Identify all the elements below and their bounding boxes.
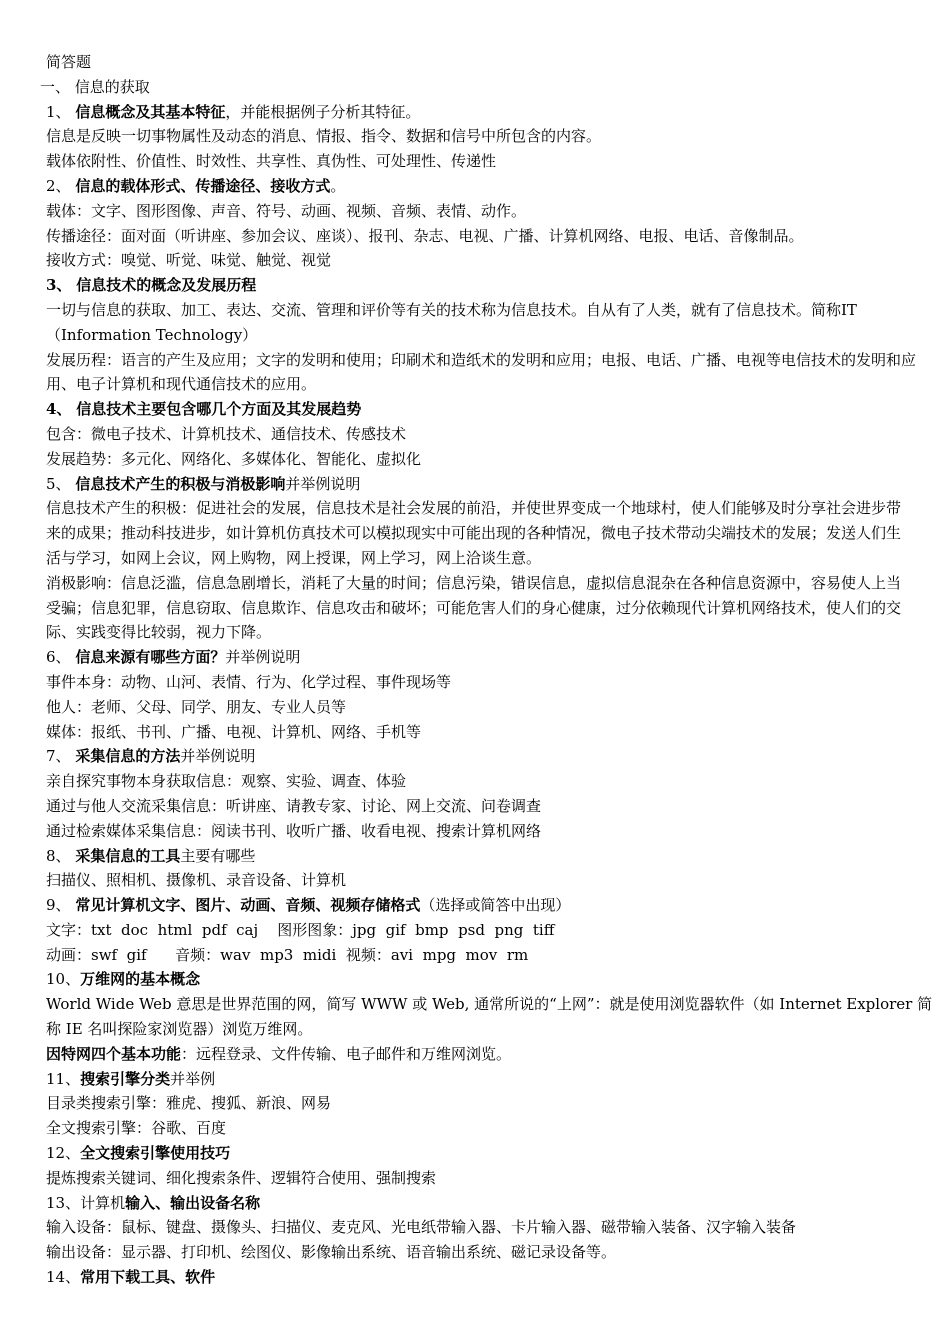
answer-text: 发展历程：语言的产生及应用；文字的发明和使用；印刷术和造纸术的发明和应用；电报、电话、广播、电视等电信技术的发明和应用、电子计算机和现代通信技术的应用。 — [46, 350, 917, 394]
answer-text: 传播途径：面对面（听讲座、参加会议、座谈）、报刊、杂志、电视、广播、计算机网络、电报、电话、音像制品。 — [46, 226, 804, 245]
answer-text: 信息是反映一切事物属性及动态的消息、情报、指令、数据和信号中所包含的内容。 — [46, 127, 602, 146]
question-12: 12、全文搜索引擎使用技巧 — [46, 1144, 231, 1163]
answer-text: 提炼搜索关键词、细化搜索条件、逻辑符合使用、强制搜索 — [46, 1168, 437, 1187]
answer-text: 动画：swf gif 音频：wav mp3 midi 视频：avi mpg mov rm — [46, 945, 529, 964]
answer-text: 消极影响：信息泛滥，信息急剧增长，消耗了大量的时间；信息污染，错误信息，虚拟信息混杂在各种信息资源中，容易使人上当受骗；信息犯罪，信息窃取、信息欺诈、信息攻击和破坏；可能危害人们的身心健康，过分依赖现代计算机网络技术，使人们的交际、实践变得比较弱，视力下降。 — [46, 573, 902, 642]
question-13: 13、计算机输入、输出设备名称 — [46, 1193, 261, 1212]
answer-text: 他人：老师、父母、同学、朋友、专业人员等 — [46, 697, 347, 716]
document-body — [40, 50, 934, 1290]
answer-text: 文字：txt doc html pdf caj 图形图象：jpg gif bmp psd png tiff — [46, 920, 555, 939]
question-4: 4、 信息技术主要包含哪几个方面及其发展趋势 — [46, 400, 362, 419]
answer-text: 事件本身：动物、山河、表情、行为、化学过程、事件现场等 — [46, 672, 452, 691]
answer-text: 载体：文字、图形图像、声音、符号、动画、视频、音频、表情、动作。 — [46, 201, 527, 220]
doc-title: 简答题 — [46, 53, 92, 71]
answer-text: 发展趋势：多元化、网络化、多媒体化、智能化、虚拟化 — [46, 449, 422, 468]
question-5: 5、 信息技术产生的积极与消极影响并举例说明 — [46, 474, 361, 493]
answer-text: 一切与信息的获取、加工、表达、交流、管理和评价等有关的技术称为信息技术。自从有了人类，就有了信息技术。简称IT（Information Technology） — [46, 300, 857, 344]
answer-text: 输入设备：鼠标、键盘、摄像头、扫描仪、麦克风、光电纸带输入器、卡片输入器、磁带输入装备、汉字输入装备 — [46, 1218, 797, 1237]
answer-text: 包含：微电子技术、计算机技术、通信技术、传感技术 — [46, 424, 407, 443]
question-7: 7、 采集信息的方法并举例说明 — [46, 747, 256, 766]
question-2: 2、 信息的载体形式、传播途径、接收方式。 — [46, 176, 346, 195]
answer-text: 通过检索媒体采集信息：阅读书刊、收听广播、收看电视、搜索计算机网络 — [46, 821, 542, 840]
answer-text: 媒体：报纸、书刊、广播、电视、计算机、网络、手机等 — [46, 722, 422, 741]
question-1: 1、 信息概念及其基本特征，并能根据例子分析其特征。 — [46, 102, 421, 121]
section-heading: 一、 信息的获取 — [40, 77, 150, 96]
question-11: 11、搜索引擎分类并举例 — [46, 1069, 216, 1088]
answer-text: 载体依附性、价值性、时效性、共享性、真伪性、可处理性、传递性 — [46, 152, 497, 171]
question-9: 9、 常见计算机文字、图片、动画、音频、视频存储格式（选择或简答中出现） — [46, 896, 571, 915]
answer-text: 接收方式：嗅觉、听觉、味觉、触觉、视觉 — [46, 251, 332, 270]
question-10: 10、万维网的基本概念 — [46, 970, 201, 989]
answer-text: World Wide Web 意思是世界范围的网，简写 WWW 或 Web, 通常所说的“上网”：就是使用浏览器软件（如 Internet Explorer 简称 IE 名叫探险家浏览器）浏览万维网。 — [46, 995, 933, 1039]
question-14: 14、常用下载工具、软件 — [46, 1268, 216, 1287]
question-8: 8、 采集信息的工具主要有哪些 — [46, 846, 256, 865]
answer-text: 亲自探究事物本身获取信息：观察、实验、调查、体验 — [46, 772, 407, 791]
answer-text: 输出设备：显示器、打印机、绘图仪、影像输出系统、语音输出系统、磁记录设备等。 — [46, 1243, 617, 1262]
answer-text: 扫描仪、照相机、摄像机、录音设备、计算机 — [46, 871, 347, 890]
answer-text: 目录类搜索引擎：雅虎、搜狐、新浪、网易 — [46, 1094, 332, 1113]
question-6: 6、 信息来源有哪些方面？并举例说明 — [46, 648, 301, 667]
answer-text: 信息技术产生的积极：促进社会的发展，信息技术是社会发展的前沿，并使世界变成一个地球村，使人们能够及时分享社会进步带来的成果；推动科技进步，如计算机仿真技术可以模拟现实中可能出现的各种情况，微电子技术带动尖端技术的发展；发送人们生活与学习，如网上会议，网上购物，网上授课，网上学习，网上洽谈生意。 — [46, 499, 902, 567]
answer-text: 全文搜索引擎：谷歌、百度 — [46, 1119, 227, 1138]
question-3: 3、 信息技术的概念及发展历程 — [46, 276, 257, 295]
answer-text: 通过与他人交流采集信息：听讲座、请教专家、讨论、网上交流、问卷调查 — [46, 796, 542, 815]
answer-text: 因特网四个基本功能：远程登录、文件传输、电子邮件和万维网浏览。 — [46, 1044, 512, 1063]
